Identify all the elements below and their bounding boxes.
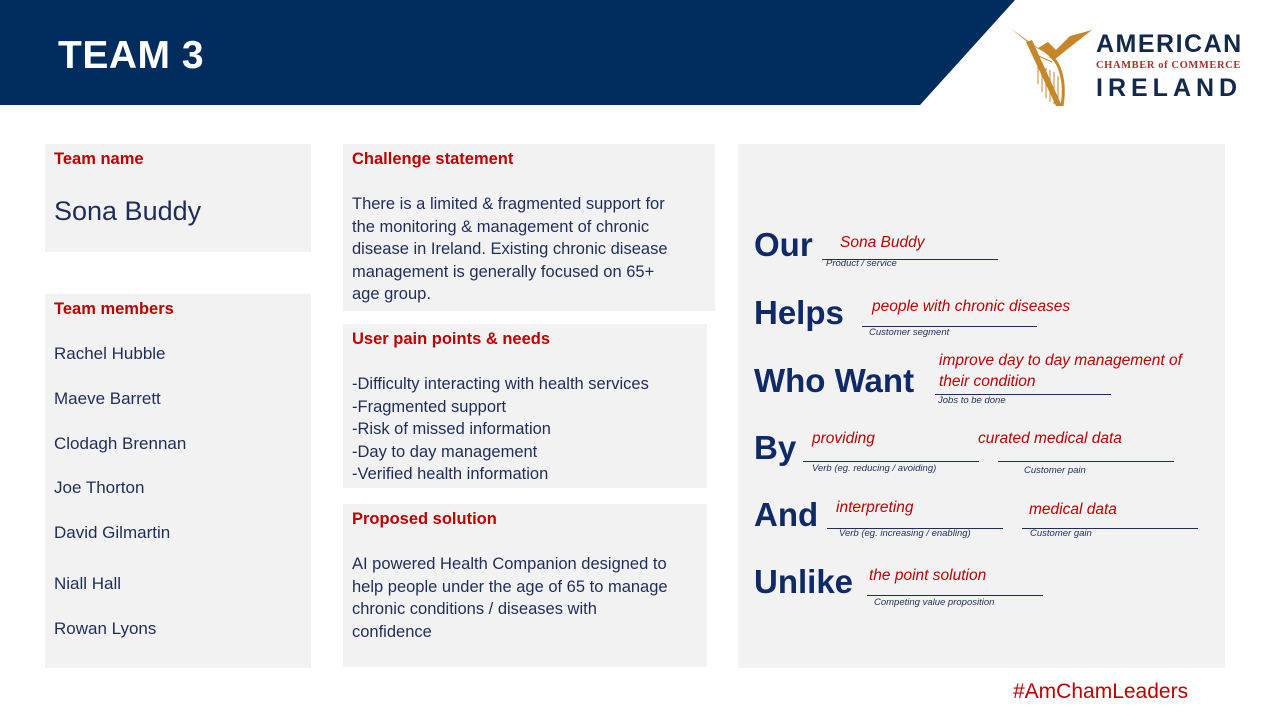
vp-fill-unlike: the point solution: [869, 567, 987, 584]
vp-word-who-want: Who Want: [754, 362, 915, 399]
team-member: Rowan Lyons: [54, 619, 157, 638]
pain-point-item: -Difficulty interacting with health services: [352, 375, 649, 393]
vp-word-and: And: [754, 496, 819, 533]
challenge-line: the monitoring & management of chronic: [352, 217, 650, 236]
challenge-line: age group.: [352, 285, 431, 303]
logo-text-ireland: IRELAND: [1096, 74, 1243, 102]
challenge-heading: Challenge statement: [352, 150, 514, 168]
solution-line: AI powered Health Companion designed to: [352, 555, 667, 573]
pain-point-item: -Verified health information: [352, 465, 549, 483]
vp-caption-who-want: Jobs to be done: [938, 395, 1006, 406]
team-member: Niall Hall: [54, 574, 122, 593]
challenge-line: disease in Ireland. Existing chronic disease: [352, 240, 668, 258]
vp-caption-by-object: Customer pain: [1024, 465, 1086, 476]
vp-fill-and-object: medical data: [1029, 501, 1117, 518]
vp-word-unlike: Unlike: [754, 563, 854, 600]
vp-word-by: By: [754, 429, 797, 466]
team-member: Rachel Hubble: [54, 344, 166, 363]
team-members-heading: Team members: [54, 300, 174, 318]
vp-word-helps: Helps: [754, 294, 844, 331]
challenge-line: management is generally focused on 65+: [352, 262, 655, 281]
pain-point-item: -Day to day management: [352, 442, 538, 461]
pain-point-item: -Fragmented support: [352, 397, 507, 416]
solution-heading: Proposed solution: [352, 510, 497, 528]
team-name-value: Sona Buddy: [54, 196, 202, 226]
pain-points-heading: User pain points & needs: [352, 330, 551, 348]
logo-text-american: AMERICAN: [1096, 30, 1243, 58]
vp-caption-and-object: Customer gain: [1030, 528, 1092, 539]
vp-fill-who-want-line2: their condition: [939, 373, 1036, 390]
slide-title: TEAM 3: [58, 34, 205, 77]
vp-caption-and-verb: Verb (eg. increasing / enabling): [839, 528, 971, 539]
vp-fill-our: Sona Buddy: [840, 234, 925, 251]
vp-word-our: Our: [754, 226, 813, 263]
vp-fill-and-verb: interpreting: [836, 499, 914, 516]
vp-line-by-object: [998, 461, 1174, 462]
solution-line: help people under the age of 65 to manage: [352, 577, 668, 596]
solution-line: confidence: [352, 622, 432, 641]
challenge-line: There is a limited & fragmented support for: [352, 195, 665, 213]
vp-caption-unlike: Competing value proposition: [874, 597, 995, 608]
solution-text: [352, 553, 702, 643]
vp-caption-helps: Customer segment: [869, 327, 950, 338]
pain-points-list: [352, 373, 702, 486]
logo-text-chamber: CHAMBER of COMMERCE: [1096, 60, 1241, 71]
vp-caption-our: Product / service: [826, 258, 897, 269]
challenge-text: [352, 193, 712, 306]
hashtag: #AmChamLeaders: [1013, 680, 1189, 703]
vp-fill-who-want-line1: improve day to day management of: [939, 352, 1182, 369]
vp-fill-by-verb: providing: [812, 430, 875, 447]
team-member: Joe Thorton: [54, 478, 145, 497]
team-member: Clodagh Brennan: [54, 434, 187, 453]
team-member: David Gilmartin: [54, 523, 171, 542]
vp-fill-helps: people with chronic diseases: [872, 298, 1071, 315]
team-member: Maeve Barrett: [54, 389, 161, 408]
team-name-heading: Team name: [54, 150, 144, 168]
vp-line-by-verb: [803, 461, 979, 462]
vp-fill-by-object: curated medical data: [978, 430, 1122, 447]
vp-line-unlike: [867, 595, 1043, 596]
vp-caption-by-verb: Verb (eg. reducing / avoiding): [812, 463, 937, 474]
solution-line: chronic conditions / diseases with: [352, 600, 597, 618]
pain-point-item: -Risk of missed information: [352, 420, 551, 438]
